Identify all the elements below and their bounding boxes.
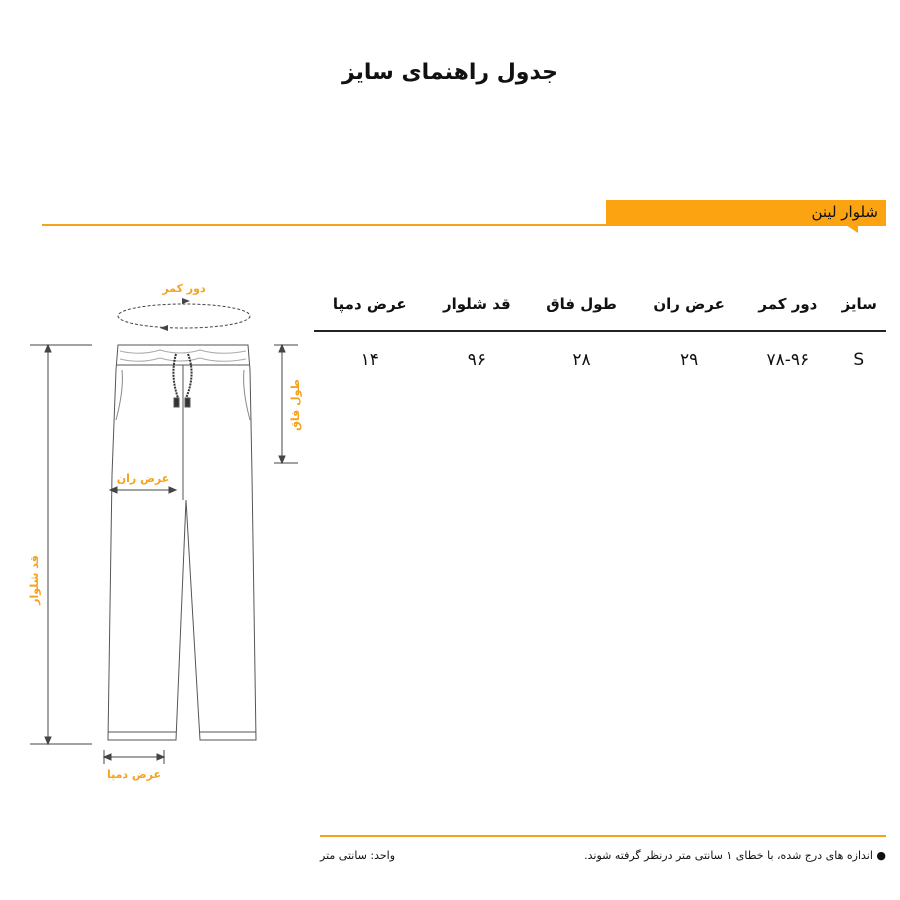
product-tab-notch	[846, 225, 858, 233]
cell-thigh: ۲۹	[679, 350, 699, 370]
waist-measure	[118, 282, 250, 331]
product-tab	[606, 200, 886, 225]
length-measure	[28, 345, 92, 744]
header-waist: دور کمر	[743, 278, 832, 331]
hem-label: عرض دمپا	[106, 768, 162, 781]
rise-label: طول فاق	[289, 379, 302, 431]
header-thigh: عرض ران	[635, 278, 743, 331]
tolerance-note: ● اندازه های درج شده، با خطای ۱ سانتی متر درنظر گرفته شوند.	[584, 849, 886, 862]
cell-rise: ۲۸	[572, 350, 591, 370]
cell-waist: ۷۸-۹۶	[766, 350, 810, 370]
length-label: قد شلوار	[28, 555, 41, 605]
header-length: قد شلوار	[426, 278, 529, 331]
table-header-row	[314, 278, 886, 331]
hem-measure	[104, 750, 164, 781]
table-row	[314, 331, 886, 388]
cell-hem: ۱۴	[360, 350, 379, 370]
product-tab-label: شلوار لینن	[811, 203, 878, 221]
footer-divider	[320, 835, 886, 837]
header-hem: عرض دمپا	[314, 278, 426, 331]
thigh-label: عرض ران	[116, 472, 170, 485]
cell-length: ۹۶	[467, 350, 486, 370]
rise-measure	[274, 345, 302, 463]
unit-note: واحد: سانتی متر	[320, 849, 396, 862]
waist-label: دور کمر	[162, 282, 206, 295]
pants-outline	[108, 345, 256, 740]
page-title: جدول راهنمای سایز	[341, 60, 559, 85]
cell-size: S	[853, 350, 866, 370]
header-size: سایز	[833, 278, 887, 331]
pants-diagram	[0, 270, 320, 800]
header-rise: طول فاق	[528, 278, 635, 331]
thigh-measure	[110, 472, 176, 493]
size-table	[314, 278, 886, 388]
